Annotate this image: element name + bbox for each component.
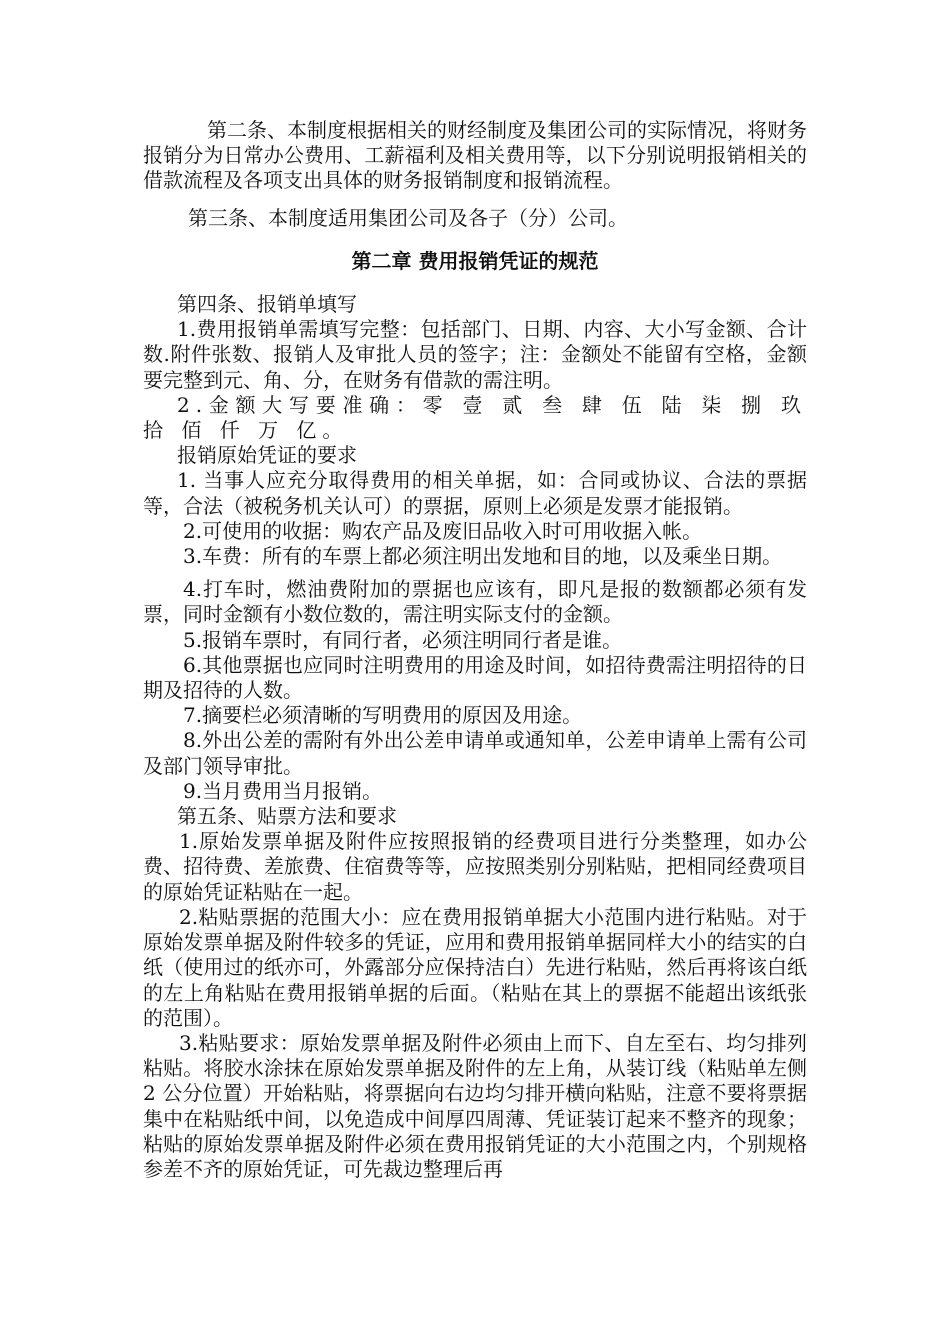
article-5-item-2: 2.粘贴票据的范围大小：应在费用报销单据大小范围内进行粘贴。对于原始发票单据及附件较多的凭证，应用和费用报销单据同样大小的结实的白纸（使用过的纸亦可，外露部分应保持洁白）先进行粘贴，然后再将该白纸的左上角粘贴在费用报销单据的后面。（粘贴在其上的票据不能超出该纸张的范围）。 [143, 904, 807, 1030]
original-voucher-item-8: 8.外出公差的需附有外出公差申请单或通知单，公差申请单上需有公司及部门领导审批。 [143, 728, 807, 778]
original-voucher-item-5: 5.报销车票时，有同行者，必须注明同行者是谁。 [183, 627, 623, 652]
paragraph-article-2: 第二条、本制度根据相关的财经制度及集团公司的实际情况，将财务报销分为日常办公费用、工薪福利及相关费用等，以下分别说明报销相关的借款流程及各项支出具体的财务报销制度和报销流程。 [143, 118, 807, 193]
original-voucher-item-2: 2.可使用的收据：购农产品及废旧品收入时可用收据入帐。 [183, 518, 703, 543]
article-5-item-1: 1.原始发票单据及附件应按照报销的经费项目进行分类整理，如办公费、招待费、差旅费、住宿费等等，应按照类别分别粘贴，把相同经费项目的原始凭证粘贴在一起。 [143, 829, 807, 904]
original-voucher-item-4: 4.打车时，燃油费附加的票据也应该有，即凡是报的数额都必须有发票，同时金额有小数位数的，需注明实际支付的金额。 [143, 577, 807, 627]
original-voucher-requirements-heading: 报销原始凭证的要求 [177, 443, 357, 468]
article-5-item-3: 3.粘贴要求：原始发票单据及附件必须由上而下、自左至右、均匀排列粘贴。将胶水涂抹在原始发票单据及附件的左上角，从装订线（粘贴单左侧 2 公分位置）开始粘贴，将票据向右边均匀排开横向粘贴，注意不要将票据集中在粘贴纸中间，以免造成中间厚四周薄、凭证装订起来不整齐的现象；粘贴的原始发票单据及附件必须在费用报销凭证的大小范围之内，个别规格参差不齐的原始凭证，可先裁边整理后再 [143, 1030, 807, 1181]
article-5-heading: 第五条、贴票方法和要求 [177, 804, 397, 829]
article-4-heading: 第四条、报销单填写 [177, 292, 357, 317]
document-body [143, 118, 807, 1182]
original-voucher-item-1: 1. 当事人应充分取得费用的相关单据，如：合同或协议、合法的票据等，合法（被税务机关认可）的票据，原则上必须是发票才能报销。 [143, 468, 807, 518]
article-4-item-1: 1.费用报销单需填写完整：包括部门、日期、内容、大小写金额、合计数.附件张数、报销人及审批人员的签字；注：金额处不能留有空格，金额要完整到元、角、分，在财务有借款的需注明。 [143, 317, 807, 392]
article-4-item-2: 2.金额大写要准确：零 壹 贰 叁 肆 伍 陆 柒 捌 玖 拾 佰 仟 万 亿。 [143, 392, 807, 443]
original-voucher-item-6: 6.其他票据也应同时注明费用的用途及时间，如招待费需注明招待的日期及招待的人数。 [143, 652, 807, 703]
paragraph-article-3: 第三条、本制度适用集团公司及各子（分）公司。 [188, 205, 628, 230]
chapter-title: 第二章 费用报销凭证的规范 [351, 248, 599, 273]
original-voucher-item-3: 3.车费：所有的车票上都必须注明出发地和目的地，以及乘坐日期。 [183, 544, 783, 569]
original-voucher-item-7: 7.摘要栏必须清晰的写明费用的原因及用途。 [183, 703, 583, 728]
original-voucher-item-9: 9.当月费用当月报销。 [183, 778, 383, 803]
